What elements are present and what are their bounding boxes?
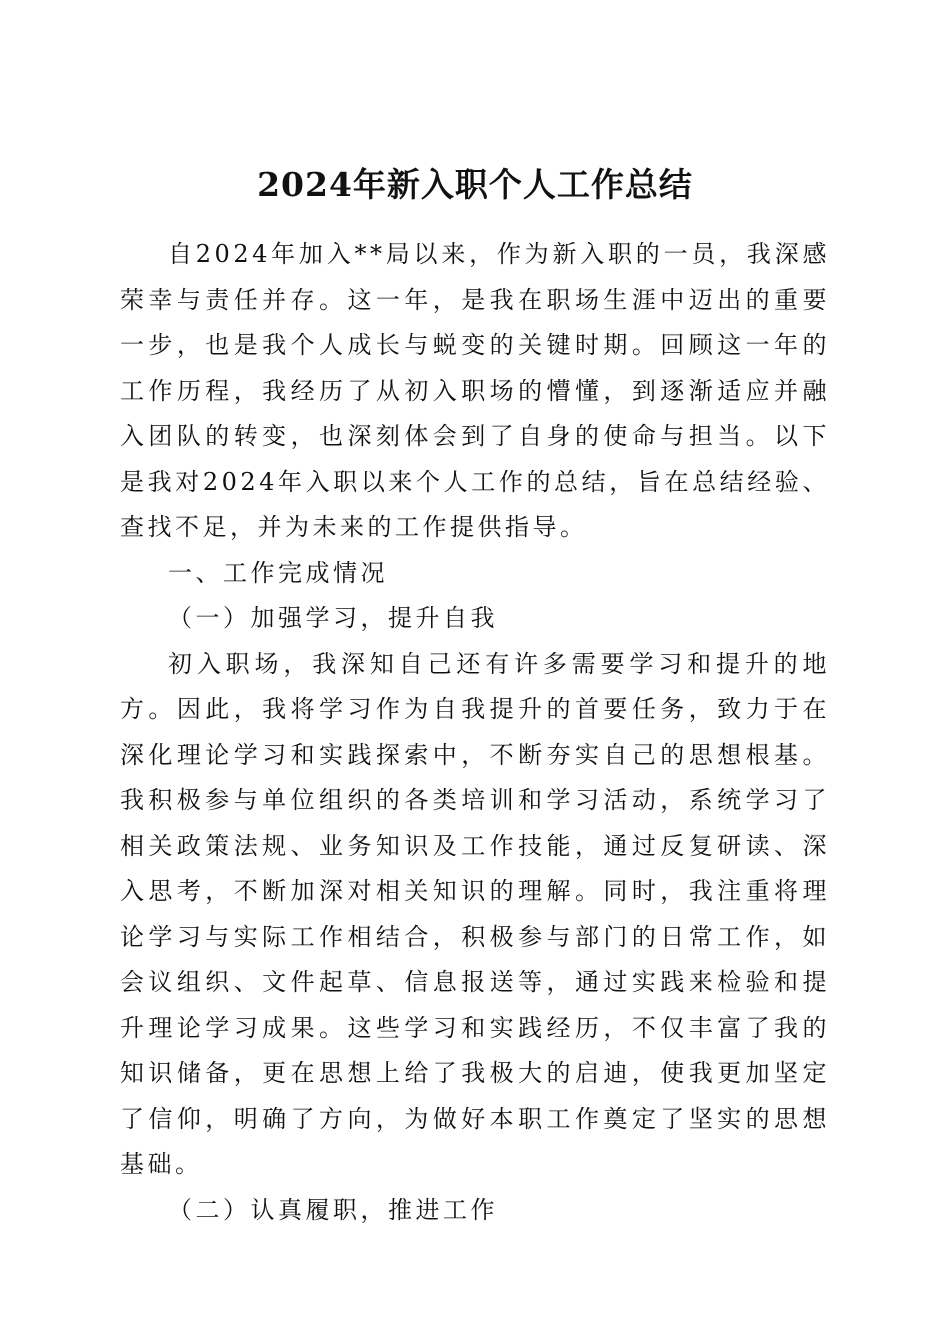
intro-paragraph: 自2024年加入**局以来，作为新入职的一员，我深感荣幸与责任并存。这一年，是我在职场生涯中迈出的重要一步，也是我个人成长与蜕变的关键时期。回顾这一年的工作历程，我经历了从初入职场的懵懂，到逐渐适应并融入团队的转变，也深刻体会到了自身的使命与担当。以下是我对2024年入职以来个人工作的总结，旨在总结经验、查找不足，并为未来的工作提供指导。 [120, 240, 830, 541]
study-paragraph: 初入职场，我深知自己还有许多需要学习和提升的地方。因此，我将学习作为自我提升的首要任务，致力于在深化理论学习和实践探索中，不断夯实自己的思想根基。我积极参与单位组织的各类培训和学习活动，系统学习了相关政策法规、业务知识及工作技能，通过反复研读、深入思考，不断加深对相关知识的理解。同时，我注重将理论学习与实际工作相结合，积极参与部门的日常工作，如会议组织、文件起草、信息报送等，通过实践来检验和提升理论学习成果。这些学习和实践经历，不仅丰富了我的知识储备，更在思想上给了我极大的启迪，使我更加坚定了信仰，明确了方向，为做好本职工作奠定了坚实的思想基础。 [120, 649, 830, 1178]
section-heading-work-completion: 一、工作完成情况 [168, 558, 388, 587]
subsection-heading-study: （一）加强学习，提升自我 [168, 604, 498, 632]
document-title: 2024年新入职个人工作总结 [257, 165, 693, 205]
subsection-heading-duties: （二）认真履职，推进工作 [168, 1195, 498, 1224]
document-body [120, 232, 830, 1233]
